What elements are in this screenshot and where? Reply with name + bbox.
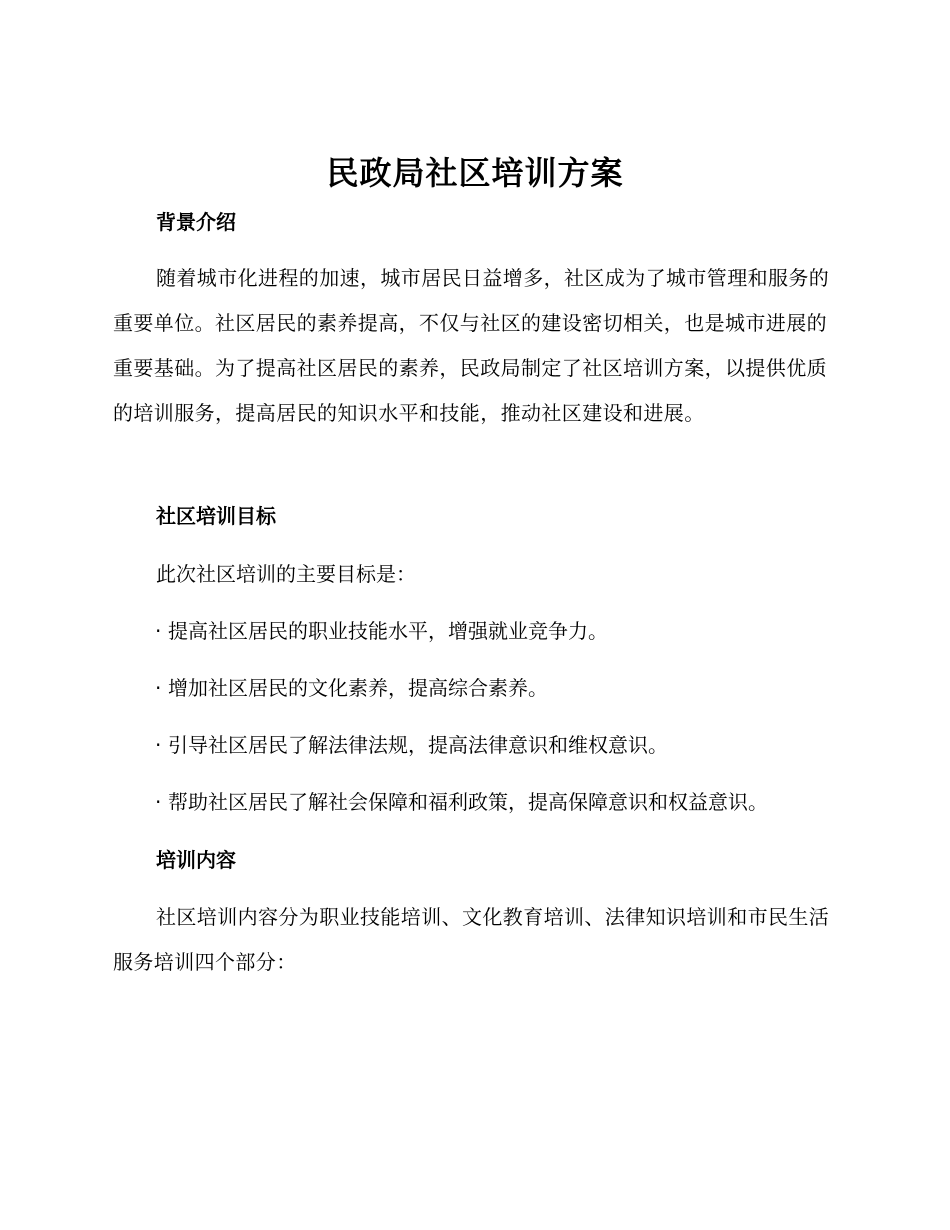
section-heading-background: 背景介绍 — [156, 210, 236, 234]
bullet-marker: · — [155, 676, 162, 700]
goal-bullet-1 — [155, 617, 608, 645]
background-paragraph: 随着城市化进程的加速，城市居民日益增多，社区成为了城市管理和服务的重要单位。社区居民的素养提高，不仅与社区的建设密切相关，也是城市进展的重要基础。为了提高社区居民的素养，民政局制定了社区培训方案，以提供优质的培训服务，提高居民的知识水平和技能，推动社区建设和进展。 — [113, 266, 830, 425]
content-paragraph: 社区培训内容分为职业技能培训、文化教育培训、法律知识培训和市民生活服务培训四个部分： — [113, 905, 830, 974]
goal-bullet-2 — [155, 674, 548, 702]
goals-intro: 此次社区培训的主要目标是： — [156, 562, 416, 586]
section-heading-goals: 社区培训目标 — [156, 504, 276, 528]
goal-bullet-text: 提高社区居民的职业技能水平，增强就业竞争力。 — [168, 619, 608, 643]
goal-bullet-text: 帮助社区居民了解社会保障和福利政策，提高保障意识和权益意识。 — [168, 790, 768, 814]
bullet-marker: · — [155, 790, 162, 814]
goal-bullet-text: 增加社区居民的文化素养，提高综合素养。 — [168, 676, 548, 700]
section-heading-content: 培训内容 — [156, 848, 236, 872]
bullet-marker: · — [155, 733, 162, 757]
document-title: 民政局社区培训方案 — [326, 154, 624, 192]
goal-bullet-4 — [155, 788, 768, 816]
bullet-marker: · — [155, 619, 162, 643]
goal-bullet-3 — [155, 731, 668, 759]
goal-bullet-text: 引导社区居民了解法律法规，提高法律意识和维权意识。 — [168, 733, 668, 757]
